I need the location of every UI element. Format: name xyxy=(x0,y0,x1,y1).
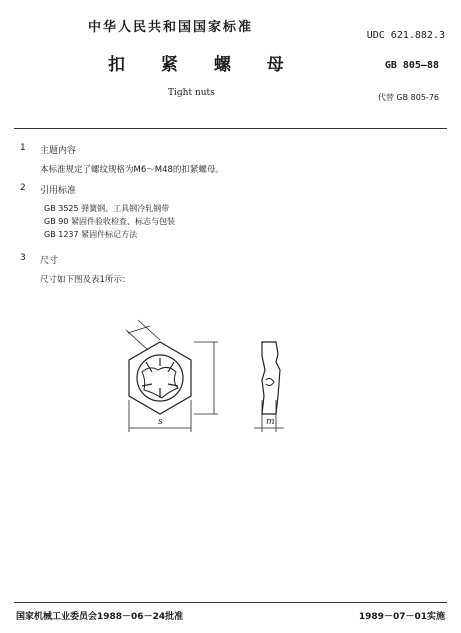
reference-gb-3525: GB 3525 弹簧钢、工具钢冷轧钢带 xyxy=(44,204,170,213)
replaces-standard: 代替 GB 805-76 xyxy=(377,93,439,102)
footer-divider xyxy=(14,602,447,603)
hexagon-outline xyxy=(129,342,191,414)
udc-number: UDC 621.882.3 xyxy=(366,30,445,41)
section-1-text: 本标准规定了螺纹规格为M6～M48的扣紧螺母。 xyxy=(40,165,224,175)
gb-standard-number: GB 805—88 xyxy=(384,60,439,71)
document-title: 扣 紧 螺 母 xyxy=(108,55,288,75)
reference-gb-90: GB 90 紧固件验收检查、标志与包装 xyxy=(44,217,175,226)
approval-statement: 国家机械工业委员会1988－06－24批准 xyxy=(16,612,184,622)
english-title: Tight nuts xyxy=(168,88,215,98)
section-3-text: 尺寸如下图及表1所示： xyxy=(40,275,131,285)
implementation-date: 1989－07－01实施 xyxy=(358,612,445,622)
section-1-heading: 主题内容 xyxy=(40,146,77,156)
section-2-heading: 引用标准 xyxy=(40,186,77,196)
standard-title: 中华人民共和国国家标准 xyxy=(88,20,254,35)
dimension-m-label: m xyxy=(266,417,275,427)
section-3-number: 3 xyxy=(20,253,26,263)
section-3-heading: 尺寸 xyxy=(40,256,59,266)
slot-lobes xyxy=(142,358,178,398)
side-view-outline xyxy=(262,342,280,414)
section-1-number: 1 xyxy=(20,143,26,153)
reference-gb-1237: GB 1237 紧固件标记方法 xyxy=(44,230,138,239)
dimension-s-label: s xyxy=(158,417,163,427)
section-2-number: 2 xyxy=(20,183,26,193)
